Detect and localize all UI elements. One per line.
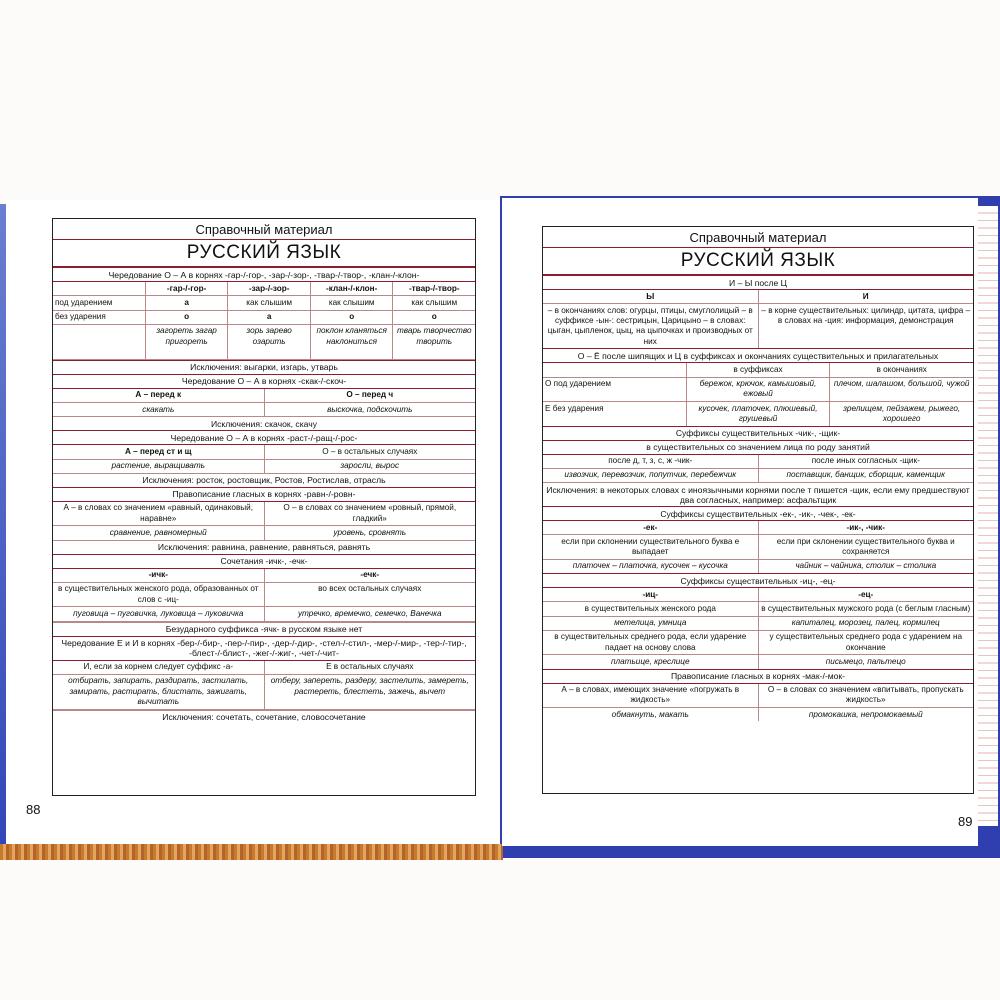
cell [53,282,146,295]
exceptions: Исключения: в некоторых словах с иноязычными корнями после т пишется -щик, если ему предшествуют два согласных, например: асфальтщик [546,484,970,505]
left-reference-sheet [52,218,476,796]
table-row [53,583,475,608]
table-row [543,708,973,721]
section-title: Сочетания -ичк-, -ечк- [53,555,475,569]
cell: пуговица – пуговичка, луковица – луковичка [53,607,265,620]
table-row [543,684,973,709]
cell: Е в остальных случаях [326,662,414,671]
cell: о [146,311,229,324]
cell: зрелищем, пейзажем, рыжего, хорошего [843,403,961,423]
exceptions: Исключения: выгарки, изгарь, утварь [53,360,475,374]
table-row [53,675,475,710]
section-title: Суффиксы существительных -ек-, -ик-, -чек-, -ек- [543,507,973,521]
table-row [543,655,973,668]
table-row [543,602,973,616]
cell: после д, т, з, с, ж -чик- [543,455,759,468]
cell: А – в словах, имеющих значение «погружать в жидкость» [543,684,759,708]
table-row [543,290,973,304]
cell: а [228,311,311,324]
cell: кусочек, платочек, плюшевый, грушевый [687,402,831,426]
section-title: И – Ы после Ц [543,276,973,290]
cell: в окончаниях [876,364,927,374]
cell [53,325,146,359]
table-row [53,460,475,474]
cell: И [862,291,869,301]
table-row [53,311,475,325]
cell: платьице, креслице [543,655,759,668]
cell: отберу, запереть, раздеру, застелить, замереть, растереть, блестеть, зажечь, вычет [270,676,469,696]
cell: заросли, вырос [340,461,400,470]
section-subtitle: в существительных со значением лица по роду занятий [543,441,973,455]
table-row [53,607,475,621]
right-header: Справочный материал [543,227,973,248]
section-title: Правописание гласных в корнях -равн-/-ровн- [53,488,475,502]
cell: во всех остальных случаях [318,584,422,594]
table-row [543,363,973,377]
cell: после иных согласных -щик- [811,456,920,465]
cell: под ударением [53,296,146,309]
section-title: Чередование О – А в корнях -гар-/-гор-, -зар-/-зор-, -твар-/-твор-, -клан-/-клон- [53,268,475,282]
section-ravn-rovn [53,488,475,555]
cell: О под ударением [543,378,687,402]
right-title: РУССКИЙ ЯЗЫК [543,248,973,276]
left-title: РУССКИЙ ЯЗЫК [53,240,475,268]
exceptions: Исключения: сочетать, сочетание, словосочетание [53,710,475,724]
cell: как слышим [228,296,311,309]
cell: извозчик, перевозчик, попутчик, перебежчик [543,469,759,482]
cell: письмецо, пальтецо [825,656,906,666]
cell: Е без ударения [543,402,687,426]
section-chik-shchik [543,427,973,508]
cell: – в корне существительных: цилиндр, цитата, цифра – в словах на -ция: информация, демонстрация [761,305,971,325]
table-row [543,521,973,535]
table-header-row [53,282,475,296]
cell: зорь зарево озарить [228,325,311,359]
cell: а [146,296,229,309]
cell: отбирать, запирать, раздирать, застилать, замирать, растирать, блистать, зажигать, вычитать [53,675,265,709]
cell: обмакнуть, макать [543,708,759,721]
cell: -ичк- [53,569,265,582]
table-row [543,469,973,483]
cell: если при склонении существительного буква и сохраняется [776,536,955,556]
section-title: Чередование О – А в корнях -скак-/-скоч- [53,375,475,389]
cell: О – в словах со значением «впитывать, пропускать жидкость» [767,685,964,705]
cell: А – перед ст и щ [53,445,265,458]
cell: о [311,311,394,324]
section-ek-ik [543,507,973,574]
section-o-yo [543,349,973,426]
cell: -ечк- [360,570,380,579]
section-skak-skoch [53,375,475,432]
cell: -иц- [543,588,759,601]
cell: выскочка, подскочить [327,404,413,414]
cell: И, если за корнем следует суффикс -а- [53,661,265,674]
page-edges [0,844,503,860]
cell: -зар-/-зор- [228,282,311,295]
cell: О – в словах со значением «ровный, прямой, гладкий» [283,503,457,523]
cell: -клан-/-клон- [311,282,394,295]
cell: как слышим [411,297,458,307]
table-row [543,588,973,602]
cell: о [431,312,437,321]
table-row [53,296,475,310]
section-title: О – Ё после шипящих и Ц в суффиксах и окончаниях существительных и прилагательных [543,349,973,363]
cell: без ударения [53,311,146,324]
table-row [53,325,475,360]
table-row [53,569,475,583]
section-gar-gor [53,268,475,375]
table-row [543,535,973,560]
section-its-ets [543,574,973,670]
cell: у существительных среднего рода с ударением на окончание [769,632,963,652]
cell: О – перед ч [346,390,394,400]
section-title: Чередование О – А в корнях -раст-/-ращ-/-рос- [53,431,475,445]
section-e-i-alternation [53,637,475,724]
cell: если при склонении существительного буква е выпадает [543,535,759,559]
cell: -ик-, -чик- [846,522,885,532]
cell: чайник – чайника, столик – столика [795,561,937,571]
note: Безударного суффикса -ячк- в русском языке нет [53,622,475,636]
cell: тварь творчество творить [396,326,472,346]
exceptions: Исключения: равнина, равнение, равняться, равнять [157,542,371,552]
section-i-y-after-ts [543,276,973,349]
table-row [53,661,475,675]
cell: в существительных мужского рода (с беглым гласным) [761,603,971,613]
table-row [53,526,475,540]
cell: метелица, умница [543,617,759,630]
section-title: Суффиксы существительных -иц-, -ец- [543,574,973,588]
cell: поклон кланяться наклониться [311,325,394,359]
cell: – в окончаниях слов: огурцы, птицы, смуглолицый – в суффиксе -ын-: сестрицын, Царицыно – в словах: цыган, цыпленок, цыц, на цыпочках и производных от них [543,304,759,348]
section-title: Правописание гласных в корнях -мак-/-мок- [543,670,973,684]
cell: Ы [543,290,759,303]
table-row [543,617,973,631]
table-row [53,502,475,527]
table-row [543,560,973,573]
cell: промокашка, непромокаемый [808,709,923,719]
page-number-left: 88 [26,802,41,817]
table-row [53,403,475,417]
cell: в существительных женского рода, образованных от слов с -иц- [53,583,265,607]
cell: О – в остальных случаях [322,446,418,456]
cell: уровень, сровнять [333,527,407,537]
cell: скакать [53,403,265,416]
table-row [543,304,973,348]
cell: -ец- [858,589,874,599]
left-header: Справочный материал [53,219,475,240]
cell: бережок, крючок, камышовый, ежовый [687,378,831,402]
cell: в существительных среднего рода, если ударение падает на основу слова [543,631,759,655]
open-book [0,196,1000,866]
page-number-right: 89 [958,814,973,829]
section-mak-mok [543,670,973,722]
section-ichk-echk [53,555,475,637]
section-title: Чередование Е и И в корнях -бер-/-бир-, -пер-/-пир-, -дер-/-дир-, -стел-/-стил-, -мер-/-мир-, -тер-/-тир-, -блест-/-блист-, -жег-/-жиг-, -чет-/-чит- [53,637,475,661]
exceptions: Исключения: скачок, скачу [210,418,318,429]
cell: как слышим [311,296,394,309]
cell: сравнение, равномерный [53,526,265,539]
cell [543,363,687,376]
right-reference-sheet [542,226,974,794]
table-row [543,455,973,469]
exceptions: Исключения: росток, ростовщик, Ростов, Ростислав, отрасль [142,475,386,486]
table-row [53,389,475,403]
cell: -твар-/-твор- [408,283,460,293]
cell: -ек- [543,521,759,534]
cell: растение, выращивать [53,460,265,473]
cell: капиталец, морозец, палец, кормилец [791,618,940,627]
section-title: Суффиксы существительных -чик-, -щик- [543,427,973,441]
page-side-edges [978,206,998,826]
cell: поставщик, банщик, сборщик, каменщик [786,470,945,480]
cell: загореть загар пригореть [146,325,229,359]
section-rast-ros [53,431,475,488]
cell: в суффиксах [687,363,831,376]
cell: утречко, времечко, семечко, Ванечка [297,608,442,618]
cell: А – в словах со значением «равный, одинаковый, наравне» [53,502,265,526]
table-row [543,402,973,426]
cell: -гар-/-гор- [146,282,229,295]
cell: А – перед к [53,389,265,402]
cell: платочек – платочка, кусочек – кусочка [543,560,759,573]
table-row [543,631,973,656]
cell: плечом, шалашом, большой, чужой [833,379,970,388]
table-row [53,445,475,459]
cell: в существительных женского рода [543,602,759,615]
table-row [543,378,973,403]
